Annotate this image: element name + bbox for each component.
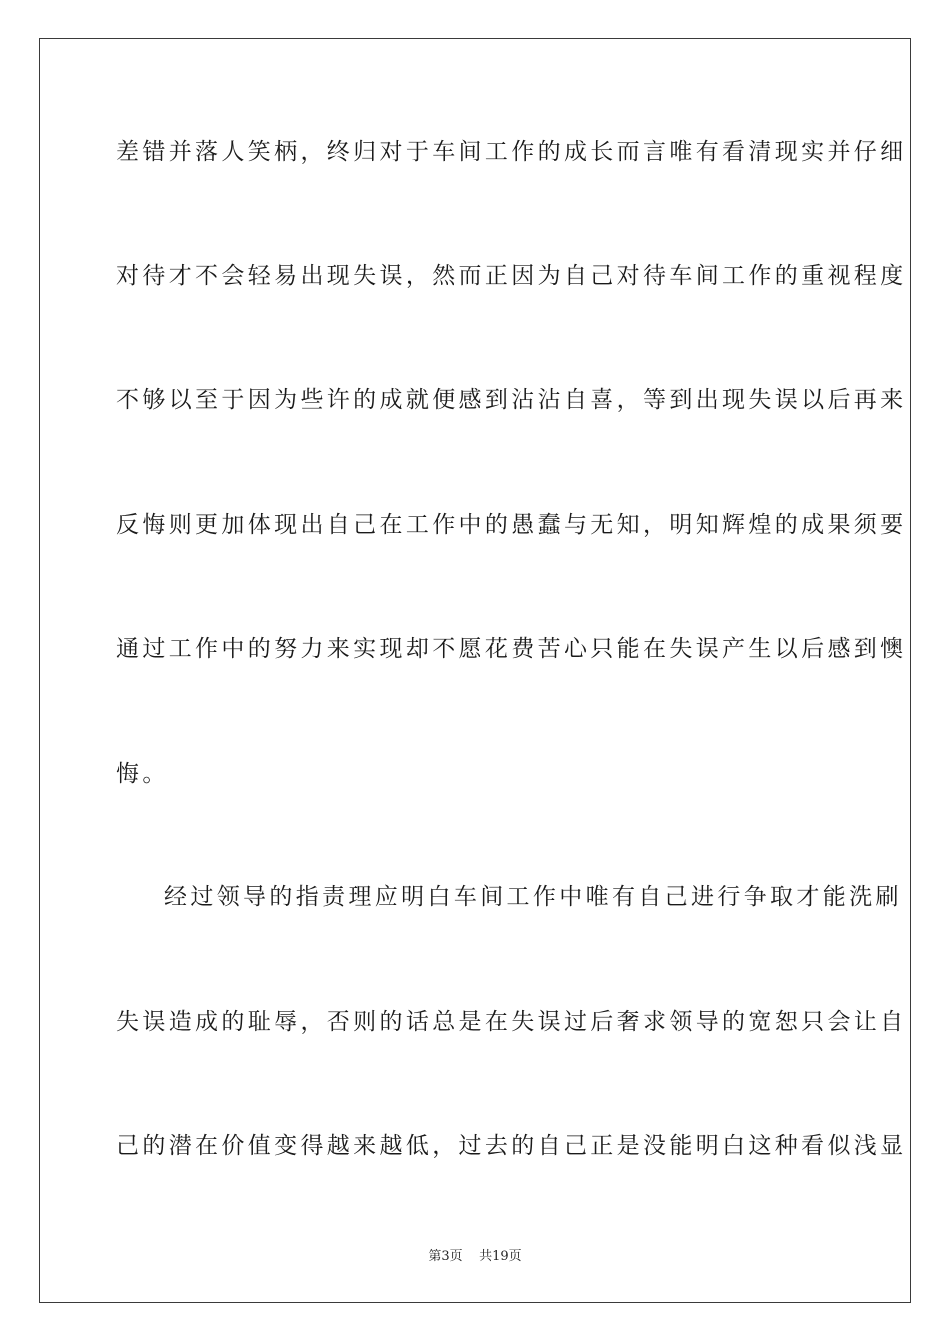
- text-line: 悔。: [116, 761, 169, 787]
- text-line: 对待才不会轻易出现失误，然而正因为自己对待车间工作的重视程度: [116, 263, 907, 289]
- text-line-paragraph-start: 经过领导的指责理应明白车间工作中唯有自己进行争取才能洗刷: [164, 884, 902, 910]
- page-footer: [0, 1245, 950, 1264]
- text-line: 反悔则更加体现出自己在工作中的愚蠢与无知，明知辉煌的成果须要: [116, 512, 907, 538]
- text-line: 己的潜在价值变得越来越低，过去的自己正是没能明白这种看似浅显: [116, 1133, 907, 1159]
- text-line: 不够以至于因为些许的成就便感到沾沾自喜，等到出现失误以后再来: [116, 387, 907, 413]
- text-line: 差错并落人笑柄，终归对于车间工作的成长而言唯有看清现实并仔细: [116, 139, 907, 165]
- page-total: 共19页: [479, 1249, 522, 1264]
- text-line: 通过工作中的努力来实现却不愿花费苦心只能在失误产生以后感到懊: [116, 636, 907, 662]
- page-border: [39, 38, 911, 1303]
- text-line: 失误造成的耻辱，否则的话总是在失误过后奢求领导的宽恕只会让自: [116, 1009, 907, 1035]
- page-number: 第3页: [428, 1249, 463, 1264]
